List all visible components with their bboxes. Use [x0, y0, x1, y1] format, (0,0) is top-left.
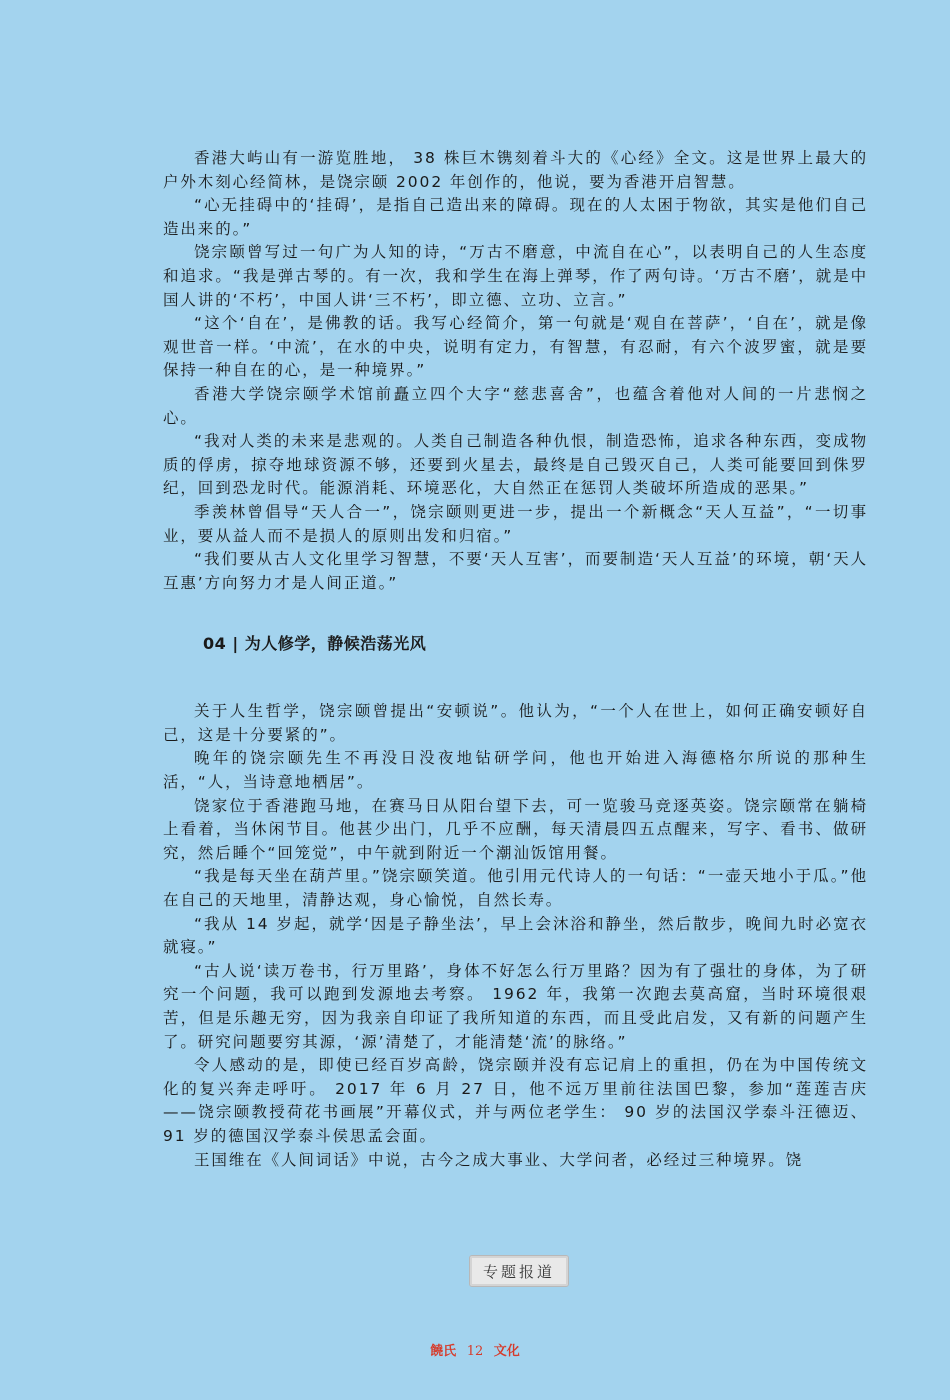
paragraph: 香港大屿山有一游览胜地， 38 株巨木镌刻着斗大的《心经》全文。这是世界上最大的户外木刻心经简林，是饶宗颐 2002 年创作的，他说，要为香港开启智慧。 — [163, 149, 868, 191]
paragraph: 饶家位于香港跑马地，在赛马日从阳台望下去，可一览骏马竞逐英姿。饶宗颐常在躺椅上看着，当休闲节目。他甚少出门，几乎不应酬，每天清晨四五点醒来，写字、看书、做研究，然后睡个“回笼觉”，中午就到附近一个潮汕饭馆用餐。 — [163, 796, 868, 862]
paragraph: “心无挂碍中的‘挂碍’，是指自己造出来的障碍。现在的人太困于物欲，其实是他们自己造出来的。” — [163, 196, 868, 238]
section-heading: 04 | 为人修学，静候浩荡光风 — [203, 634, 427, 654]
paragraph: 关于人生哲学，饶宗颐曾提出“安顿说”。他认为，“一个人在世上，如何正确安顿好自己，这是十分要紧的”。 — [163, 702, 868, 744]
article-body — [163, 147, 868, 1172]
paragraph: 饶宗颐曾写过一句广为人知的诗，“万古不磨意，中流自在心”，以表明自己的人生态度和追求。“我是弹古琴的。有一次，我和学生在海上弹琴，作了两句诗。‘万古不磨’，就是中国人讲的‘不朽’，中国人讲‘三不朽’，即立德、立功、立言。” — [163, 243, 868, 309]
section-badge: 专题报道 — [469, 1255, 569, 1287]
paragraph: 令人感动的是，即使已经百岁高龄，饶宗颐并没有忘记肩上的重担，仍在为中国传统文化的复兴奔走呼吁。 2017 年 6 月 27 日，他不远万里前往法国巴黎，参加“莲莲吉庆——饶宗颐教授荷花书画展”开幕仪式，并与两位老学生： 90 岁的法国汉学泰斗汪德迈、 91 岁的德国汉学泰斗侯思孟会面。 — [163, 1056, 868, 1145]
paragraph: 季羡林曾倡导“天人合一”，饶宗颐则更进一步，提出一个新概念“天人互益”，“一切事业，要从益人而不是损人的原则出发和归宿。” — [163, 502, 868, 545]
paragraph: “这个‘自在’，是佛教的话。我写心经简介，第一句就是‘观自在菩萨’，‘自在’，就是像观世音一样。‘中流’，在水的中央，说明有定力，有智慧，有忍耐，有六个波罗蜜，就是要保持一种自在的心，是一种境界。” — [163, 314, 868, 380]
paragraph: 香港大学饶宗颐学术馆前矗立四个大字“慈悲喜舍”，也蕴含着他对人间的一片悲悯之心。 — [163, 384, 868, 427]
paragraph: “我从 14 岁起，就学‘因是子静坐法’，早上会沐浴和静坐，然后散步，晚间九时必宽衣就寝。” — [163, 914, 868, 957]
paragraph: 晚年的饶宗颐先生不再没日没夜地钻研学问，他也开始进入海德格尔所说的那种生活，“人，当诗意地栖居”。 — [163, 749, 868, 792]
paragraph: “古人说‘读万卷书，行万里路’，身体不好怎么行万里路？因为有了强壮的身体，为了研究一个问题，我可以跑到发源地去考察。 1962 年，我第一次跑去莫高窟，当时环境很艰苦，但是乐趣无穷，因为我亲自印证了我所知道的东西，而且受此启发，又有新的问题产生了。研究问题要穷其源，‘源’清楚了，才能清楚‘流’的脉络。” — [163, 961, 868, 1051]
footer-left-text: 饒氏 — [430, 1344, 457, 1359]
footer-right-text: 文化 — [493, 1344, 520, 1359]
paragraph: “我们要从古人文化里学习智慧，不要‘天人互害’，而要制造‘天人互益’的环境，朝‘天人互惠’方向努力才是人间正道。” — [163, 550, 868, 592]
paragraph: 王国维在《人间词话》中说，古今之成大事业、大学问者，必经过三种境界。饶 — [194, 1150, 804, 1169]
paragraph: “我是每天坐在葫芦里。”饶宗颐笑道。他引用元代诗人的一句话：“一壶天地小于瓜。”他在自己的天地里，清静达观，身心愉悦，自然长寿。 — [163, 867, 868, 910]
paragraph: “我对人类的未来是悲观的。人类自己制造各种仇恨，制造恐怖，追求各种东西，变成物质的俘虏，掠夺地球资源不够，还要到火星去，最终是自己毁灭自己，人类可能要回到侏罗纪，回到恐龙时代。能源消耗、环境恶化，大自然正在惩罚人类破坏所造成的恶果。” — [163, 432, 868, 498]
page-number: 12 — [466, 1344, 484, 1359]
page-footer — [0, 1340, 950, 1359]
